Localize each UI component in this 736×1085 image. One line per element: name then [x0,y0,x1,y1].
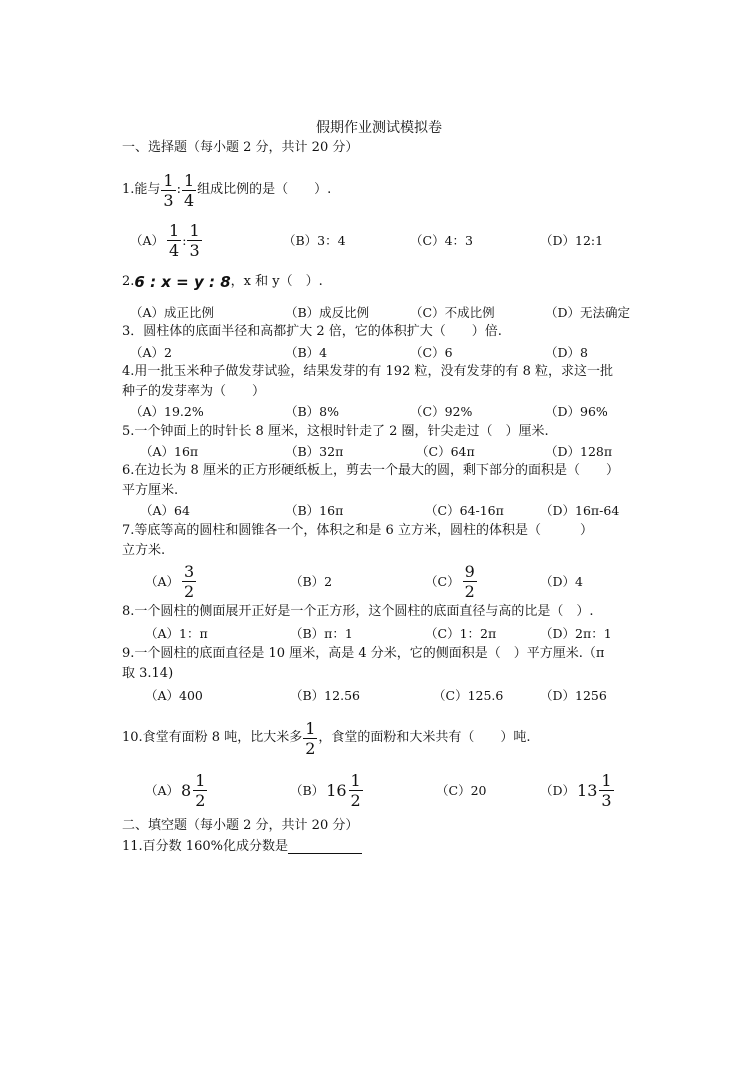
q1-fraction-2: $\frac{1}{4}$ [183,170,195,210]
question-10 [122,716,531,760]
q6-option-d[interactable]: （D）16π-64 [540,503,620,518]
q11-answer-blank[interactable] [288,841,362,854]
q3-option-a[interactable]: （A）2 [130,345,172,360]
q6-option-b[interactable]: （B）16π [285,503,344,518]
q1-option-b[interactable]: （B）3：4 [283,233,346,248]
q9-options [0,675,736,715]
question-9-line-1: 9.一个圆柱的底面直径是 10 厘米，高是 4 分米，它的侧面积是（ ）平方厘米.（π [122,646,605,661]
question-6-line-2: 平方厘米. [122,483,179,498]
q4-option-b[interactable]: （B）8% [285,404,340,419]
q1-fraction-1: $\frac{1}{3}$ [163,170,174,210]
q10-prefix: 10.食堂有面粉 8 吨，比大米多 [122,730,303,745]
q1-option-c[interactable]: （C）4：3 [410,233,473,248]
q10-suffix: ，食堂的面粉和大米共有（ ）吨. [318,730,531,745]
q1-prefix: 1.能与 [122,182,161,197]
q10-options [0,770,736,810]
question-7-line-1: 7.等底等高的圆柱和圆锥各一个，体积之和是 6 立方米，圆柱的体积是（ ） [122,523,593,538]
q9-option-b[interactable]: （B）12.56 [290,688,360,703]
question-1 [122,170,331,210]
question-5: 5.一个钟面上的时针长 8 厘米，这根时针走了 2 圈，针尖走过（ ）厘米. [122,424,549,439]
q8-option-d[interactable]: （D）2π：1 [540,626,612,641]
q7-option-b[interactable]: （B）2 [290,574,333,589]
question-8: 8.一个圆柱的侧面展开正好是一个正方形，这个圆柱的底面直径与高的比是（ ）. [122,604,594,619]
q2-option-b[interactable]: （B）成反比例 [285,305,370,320]
q5-option-c[interactable]: （C）64π [416,444,475,459]
q7-options [0,561,736,601]
question-7-line-2: 立方米. [122,543,166,558]
question-9-line-2: 取 3.14) [122,666,174,681]
q2-prefix: 2. [122,274,135,289]
q7-option-d[interactable]: （D）4 [540,574,583,589]
question-3: 3．圆柱体的底面半径和高都扩大 2 倍，它的体积扩大（ ）倍. [122,324,502,339]
q3-option-b[interactable]: （B）4 [285,345,328,360]
q7-option-a[interactable]: （A） $\frac{3}{2}$ [145,561,195,601]
q3-option-c[interactable]: （C）6 [410,345,453,360]
q10-option-b[interactable]: （B） 16 $\frac{1}{2}$ [290,770,361,810]
q5-option-d[interactable]: （D）128π [545,444,613,459]
q4-option-c[interactable]: （C）92% [410,404,473,419]
section-choice-heading: 一、选择题（每小题 2 分，共计 20 分） [122,140,359,155]
q1-ratio-sep: : [176,182,181,197]
q7-option-c[interactable]: （C） $\frac{9}{2}$ [425,561,475,601]
q6-option-c[interactable]: （C）64-16π [425,503,504,518]
q10-option-d[interactable]: （D） 13 $\frac{1}{3}$ [540,770,612,810]
q10-fraction: $\frac{1}{2}$ [305,718,316,758]
q8-option-a[interactable]: （A）1：π [145,626,208,641]
q8-option-c[interactable]: （C）1：2π [425,626,497,641]
section-fill-heading: 二、填空题（每小题 2 分，共计 20 分） [122,818,359,833]
q8-option-b[interactable]: （B）π：1 [290,626,353,641]
q2-option-c[interactable]: （C）不成比例 [410,305,495,320]
question-4-line-1: 4.用一批玉米种子做发芽试验，结果发芽的有 192 粒，没有发芽的有 8 粒，求这一批 [122,364,614,379]
q9-option-d[interactable]: （D）1256 [540,688,607,703]
q10-option-a[interactable]: （A） 8 $\frac{1}{2}$ [145,770,206,810]
q2-suffix: ，x 和 y（ ）. [230,274,323,289]
question-6-line-1: 6.在边长为 8 厘米的正方形硬纸板上，剪去一个最大的圆，剩下部分的面积是（ ） [122,463,619,478]
q1-option-a[interactable]: （A） $\frac{1}{4}$ : $\frac{1}{3}$ [130,220,200,260]
q6-option-a[interactable]: （A）64 [140,503,190,518]
q9-option-c[interactable]: （C）125.6 [433,688,504,703]
q1-suffix: 组成比例的是（ ）. [197,182,332,197]
q9-option-a[interactable]: （A）400 [145,688,203,703]
question-2 [122,272,323,292]
question-4-line-2: 种子的发芽率为（ ） [122,384,266,399]
exam-title: 假期作业测试模拟卷 [316,120,442,136]
q10-option-c[interactable]: （C）20 [436,783,487,798]
q1-option-d[interactable]: （D）12:1 [540,233,604,248]
q2-option-d[interactable]: （D）无法确定 [545,305,631,320]
q1-options [0,220,736,260]
q5-option-b[interactable]: （B）32π [285,444,344,459]
q4-option-d[interactable]: （D）96% [545,404,608,419]
q2-option-a[interactable]: （A）成正比例 [130,305,215,320]
q2-expression: 6 : x = y : 8 [134,273,231,291]
q4-option-a[interactable]: （A）19.2% [130,404,204,419]
q11-stem: 11.百分数 160%化成分数是 [122,839,288,854]
q3-option-d[interactable]: （D）8 [545,345,588,360]
question-11 [122,839,362,855]
q5-option-a[interactable]: （A）16π [140,444,199,459]
